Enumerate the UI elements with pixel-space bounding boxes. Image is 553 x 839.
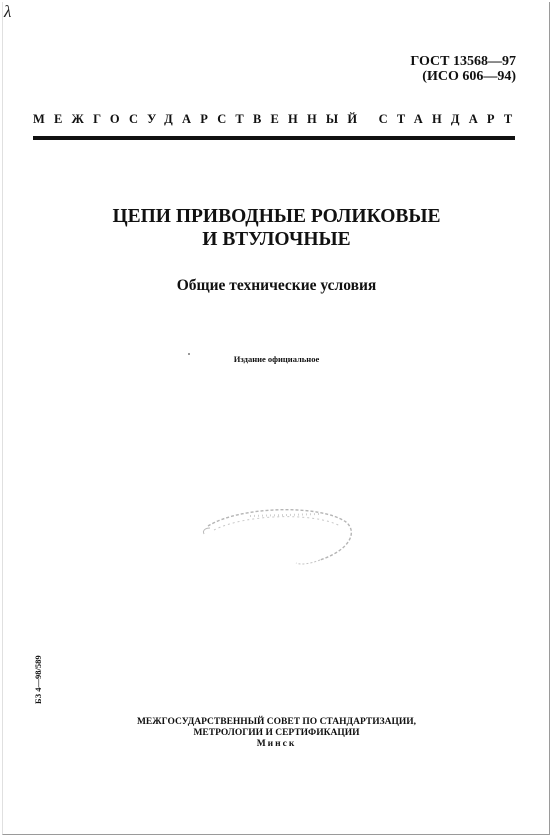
publisher-line-2: МЕТРОЛОГИИ И СЕРТИФИКАЦИИ (193, 728, 360, 738)
publisher-city: Минск (256, 739, 297, 749)
side-code: БЗ 4—98/589 (33, 655, 43, 704)
gost-number: ГОСТ 13568—97 (410, 54, 516, 69)
iso-number: (ИСО 606—94) (422, 69, 516, 84)
publisher-line-1: МЕЖГОСУДАРСТВЕННЫЙ СОВЕТ ПО СТАНДАРТИЗАЦИИ, (136, 717, 417, 727)
title-line-2: И ВТУЛОЧНЫЕ (202, 229, 351, 250)
header-rule (33, 136, 515, 140)
publisher-block (0, 717, 553, 750)
document-title (0, 205, 553, 251)
interstate-standard-heading: МЕЖГОСУДАРСТВЕННЫЙ СТАНДАРТ (33, 112, 522, 126)
faint-stamp-icon (200, 500, 360, 570)
edition-note: Издание официальное (233, 354, 320, 364)
title-line-1: ЦЕПИ ПРИВОДНЫЕ РОЛИКОВЫЕ (112, 206, 441, 227)
document-subtitle: Общие технические условия (176, 277, 377, 294)
handwritten-margin-mark: λ (4, 2, 12, 21)
standard-number-block (410, 54, 516, 84)
